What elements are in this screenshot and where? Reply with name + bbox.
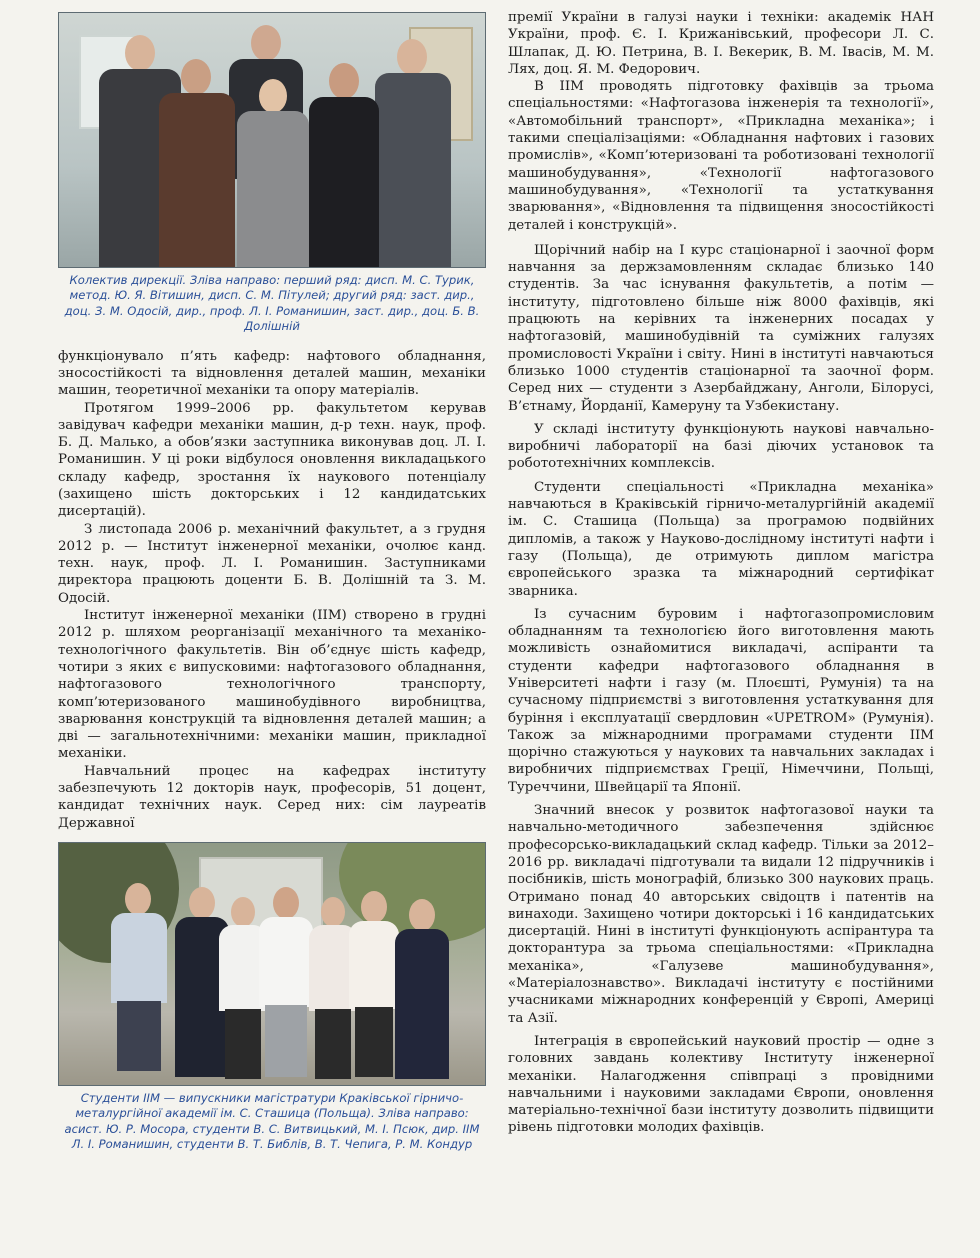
- paragraph: У складі інституту функціонують наукові навчально-виробничі лабораторії на базі діючих установок та робототехнічних комплексів.: [508, 421, 934, 472]
- right-column: [508, 9, 934, 1137]
- paragraph: Інститут інженерної механіки (ІІМ) створено в грудні 2012 р. шляхом реорганізації механічного та механіко-технологічного факультетів. Він об’єднує шість кафедр, чотири з яких є випусковими: нафтогазового обладнання, нафтогазового технологічного транспорту, комп’ютеризованого машинобудівного виробництва, зварювання конструкцій та відновлення деталей машин; а дві — загальнотехнічними: механіки машин, прикладної механіки.: [58, 608, 486, 762]
- photo-caption: Колектив дирекції. Зліва направо: перший ряд: дисп. М. С. Турик, метод. Ю. Я. Вітишин, дисп. С. М. Пітулей; другий ряд: заст. дир., доц. З. М. Одосій, дир., проф. Л. І. Романишин, заст. дир., доц. Б. В. Долішній: [64, 273, 480, 334]
- paragraph: Значний внесок у розвиток нафтогазової науки та навчально-методичного забезпечення здійснює професорсько-викладацький склад кафедр. Тільки за 2012–2016 рр. викладачі підготували та видали 12 підручників і посібників, шість монографій, близько 300 наукових праць. Отримано понад 40 авторських свідоцтв і патентів на винаходи. Захищено чотири докторські і 16 кандидатських дисертацій. Нині в інституті функціонують аспірантура та докторантура за трьома спеціальностями: «Прикладна механіка», «Галузеве машинобудування», «Матеріалознавство». Викладачі інституту є постійними учасниками міжнародних конференцій у Європі, Америці та Азії.: [508, 803, 934, 1026]
- paragraph: Навчальний процес на кафедрах інституту забезпечують 12 докторів наук, професорів, 51 доцент, кандидат технічних наук. Серед них: сім лауреатів Державної: [58, 763, 486, 831]
- paragraph: Студенти спеціальності «Прикладна механіка» навчаються в Краківській гірничо-металургійній академії ім. С. Сташица (Польща) за програмою подвійних дипломів, а також у Науково-дослідному інституті нафти і газу (Польща), де отримують диплом магістра європейського зразка та міжнародний сертифікат зварника.: [508, 479, 934, 599]
- paragraph: Інтеграція в європейський науковий простір — одне з головних завдань колективу Інституту інженерної механіки. Налагодження співпраці з провідними навчальними і науковими закладами Європи, оновлення матеріально-технічної бази інституту дозволить підвищити рівень підготовки молодих фахівців.: [508, 1033, 934, 1136]
- paragraph: В ІІМ проводять підготовку фахівців за трьома спеціальностями: «Нафтогазова інженерія та технології», «Автомобільний транспорт», «Прикладна механіка»; і такими спеціалізаціями: «Обладнання нафтових і газових промислів», «Комп’ютеризовані та роботизовані технології машинобудування», «Технології нафтогазового машинобудування», «Технології та устаткування зварювання», «Відновлення та підвищення зносостійкості деталей і конструкцій».: [508, 79, 934, 233]
- photo-students: [58, 842, 486, 1086]
- paragraph: Із сучасним буровим і нафтогазопромисловим обладнанням та технологією його виготовлення мають можливість ознайомитися викладачі, аспіранти та студенти кафедри нафтогазового обладнання в Університеті нафти і газу (м. Плоєшті, Румунія) та на сучасному підприємстві з виготовлення устаткування для буріння і експлуатації свердловин «UPETROM» (Румунія). Також за міжнародними програмами студенти ІІМ щорічно стажуються у наукових та навчальних закладах і виробничих підприємствах Греції, Німеччини, Польщі, Туреччини, Швейцарії та Японії.: [508, 606, 934, 795]
- paragraph: З листопада 2006 р. механічний факультет, а з грудня 2012 р. — Інститут інженерної механіки, очолює канд. техн. наук, проф. Л. І. Романишин. Заступниками директора працюють доценти Б. В. Долішній та З. М. Одосій.: [58, 521, 486, 606]
- paragraph: премії України в галузі науки і техніки: академік НАН України, проф. Є. І. Крижанівський, професори Л. С. Шлапак, Д. Ю. Петрина, В. І. Векерик, В. М. Івасів, М. М. Лях, доц. Я. М. Федорович.: [508, 10, 934, 77]
- paragraph: Щорічний набір на І курс стаціонарної і заочної форм навчання за держзамовленням складає близько 140 студентів. За час існування факультетів, а потім — інституту, підготовлено більше ніж 8000 фахівців, які працюють на керівних та інженерних посадах у нафтогазовій, машинобудівній та суміжних галузях промисловості України і світу. Нині в інституті навчаються близько 1000 студентів стаціонарної та заочної форм. Серед них — студенти з Азербайджану, Анголи, Білорусі, В’єтнаму, Йорданії, Камеруну та Узбекистану.: [508, 242, 934, 414]
- paragraph: функціонувало п’ять кафедр: нафтового обладнання, зносостійкості та відновлення деталей машин, механіки машин, теоретичної механіки та опору матеріалів.: [58, 348, 486, 399]
- paragraph: Протягом 1999–2006 рр. факультетом керував завідувач кафедри механіки машин, д-р техн. наук, проф. Б. Д. Малько, а обов’язки заступника виконував доц. Л. І. Романишин. У ці роки відбулося оновлення викладацького складу кафедр, зростання їх наукового потенціалу (захищено шість докторських і 12 кандидатських дисертацій).: [58, 400, 486, 520]
- photo-directorate: [58, 12, 486, 268]
- left-column: [58, 0, 486, 1153]
- photo-caption: Студенти ІІМ — випускники магістратури Краківської гірничо-металургійної академії ім. С. Сташица (Польща). Зліва направо: асист. Ю. Р. Мосора, студенти В. С. Витвицький, М. І. Псюк, дир. ІІМ Л. І. Романишин, студенти В. Т. Библів, В. Т. Чепига, Р. М. Кондур: [64, 1090, 480, 1152]
